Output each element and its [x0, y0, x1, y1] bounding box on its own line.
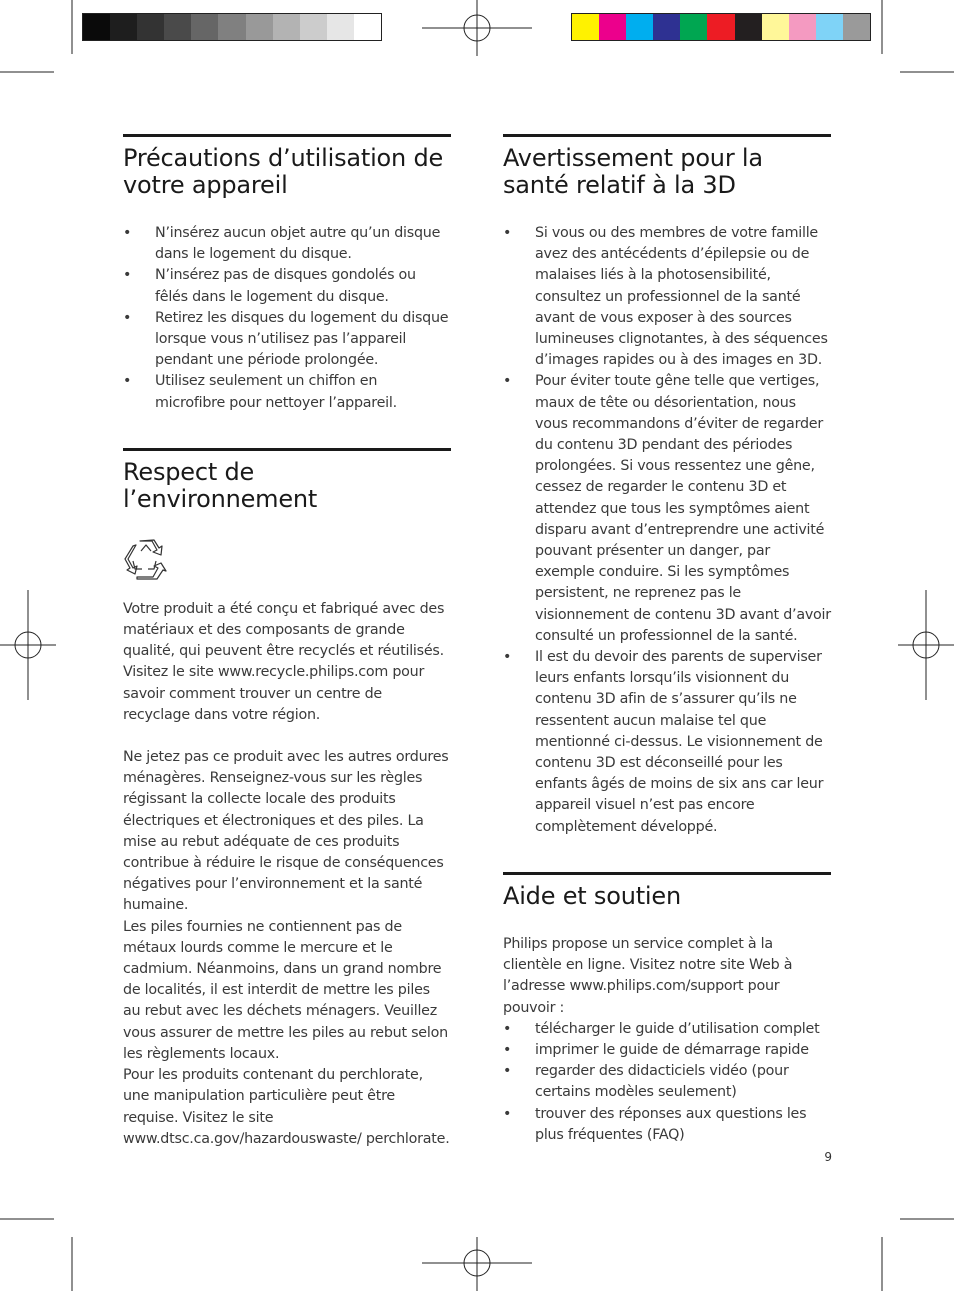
precautions-list	[123, 223, 451, 414]
section-rule	[123, 448, 451, 451]
list-item: • Si vous ou des membres de votre famille avez des antécédents d’épilepsie ou de malaises liés à la photosensibilité, consultez un professionnel de la santé avant de vous exposer à des sources lumineuses clignotantes, à des séquences d’images rapides ou à des images en 3D.	[503, 223, 831, 371]
list-item: • regarder des didacticiels vidéo (pour certains modèles seulement)	[503, 1061, 831, 1103]
environment-paragraph: Les piles fournies ne contiennent pas de métaux lourds comme le mercure et le cadmium. Néanmoins, dans un grand nombre de localités, il est interdit de mettre les piles au rebut avec les déchets ménagers. Veuillez vous assurer de mettre les piles au rebut selon les règlements locaux.	[123, 918, 448, 1062]
list-item: • N’insérez pas de disques gondolés ou fêlés dans le logement du disque.	[123, 265, 451, 307]
list-item: • Retirez les disques du logement du disque lorsque vous n’utilisez pas l’appareil pendant une période prolongée.	[123, 308, 451, 372]
section-rule	[503, 134, 831, 137]
left-column	[123, 134, 451, 1150]
list-item: • trouver des réponses aux questions les plus fréquentes (FAQ)	[503, 1104, 831, 1146]
precautions-title: Précautions d’utilisation de votre appareil	[123, 144, 444, 199]
list-item: • imprimer le guide de démarrage rapide	[503, 1040, 831, 1061]
recycle-icon	[123, 537, 169, 581]
page-number: 9	[824, 1150, 832, 1164]
environment-paragraph: Pour les produits contenant du perchlorate, une manipulation particulière peut être requise. Visitez le site www.dtsc.ca.gov/hazardouswaste/ perchlorate.	[123, 1067, 450, 1147]
health3d-title: Avertissement pour la santé relatif à la 3D	[503, 144, 763, 199]
list-item: • télécharger le guide d’utilisation complet	[503, 1019, 831, 1040]
list-item: • Il est du devoir des parents de superviser leurs enfants lorsqu’ils visionnent du contenu 3D afin de s’assurer qu’ils ne ressentent aucun malaise tel que mentionné ci-dessus. Le visionnement de contenu 3D est déconseillé pour les enfants âgés de moins de six ans car leur appareil visuel n’est pas encore complètement développé.	[503, 647, 831, 838]
health3d-list	[503, 223, 831, 838]
right-column	[503, 134, 831, 1146]
support-intro: Philips propose un service complet à la clientèle en ligne. Visitez notre site Web à l’adresse www.philips.com/support pour pouvoir :	[503, 935, 793, 1016]
environment-title: Respect de l’environnement	[123, 457, 318, 513]
list-item: • Utilisez seulement un chiffon en microfibre pour nettoyer l’appareil.	[123, 371, 451, 413]
environment-paragraph: Votre produit a été conçu et fabriqué avec des matériaux et des composants de grande qualité, qui peuvent être recyclés et réutilisés. Visitez le site www.recycle.philips.com pour savoir comment trouver un centre de recyclage dans votre région.	[123, 600, 445, 723]
support-list	[503, 1019, 831, 1146]
section-rule	[123, 134, 451, 137]
environment-paragraph: Ne jetez pas ce produit avec les autres ordures ménagères. Renseignez-vous sur les règles régissant la collecte locale des produits électriques et électroniques et des piles. La mise au rebut adéquate de ces produits contribue à réduire le risque de conséquences négatives pour l’environnement et la santé humaine.	[123, 749, 449, 914]
section-rule	[503, 872, 831, 875]
list-item: • Pour éviter toute gêne telle que vertiges, maux de tête ou désorientation, nous vous recommandons d’éviter de regarder du contenu 3D pendant des périodes prolongées. Si vous ressentez une gêne, cessez de regarder le contenu 3D et attendez que tous les symptômes aient disparu avant d’entreprendre une activité pouvant présenter un danger, par exemple conduire. Si les symptômes persistent, ne reprenez pas le visionnement de contenu 3D avant d’avoir consulté un professionnel de la santé.	[503, 371, 831, 647]
list-item: • N’insérez aucun objet autre qu’un disque dans le logement du disque.	[123, 223, 451, 265]
support-title: Aide et soutien	[503, 881, 681, 910]
